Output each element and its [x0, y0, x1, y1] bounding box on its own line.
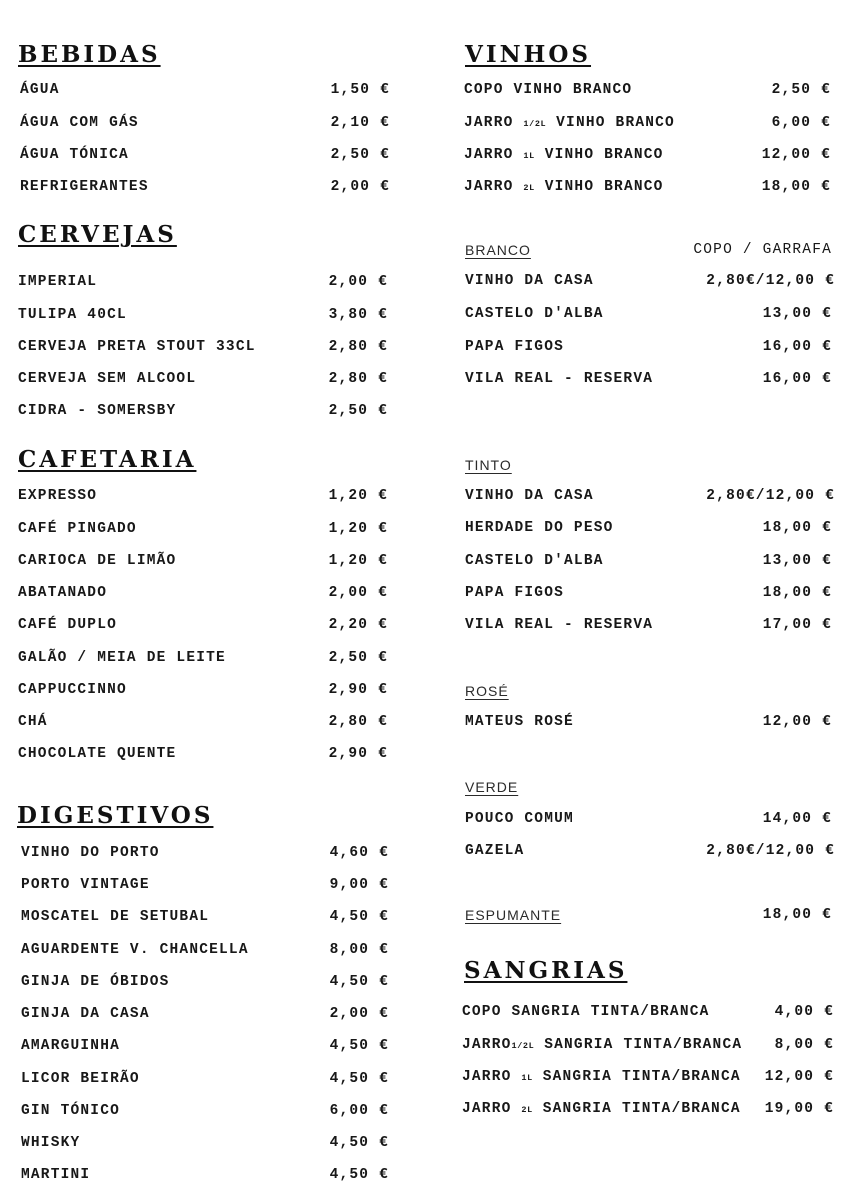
item-price: 2,20 €	[328, 617, 388, 633]
item-price: 2,80 €	[328, 339, 388, 355]
menu-item	[465, 304, 832, 324]
item-name: ÁGUA COM GÁS	[20, 115, 139, 131]
menu-item	[465, 809, 832, 829]
menu-item	[465, 271, 835, 291]
item-price: 16,00 €	[762, 371, 832, 387]
item-name: COPO VINHO BRANCO	[464, 82, 633, 98]
item-price: 2,90 €	[328, 746, 388, 762]
menu-item	[462, 1099, 834, 1119]
item-price: 12,00 €	[764, 1069, 834, 1085]
item-price: 3,80 €	[328, 307, 388, 323]
section-title-bebidas: BEBIDAS	[18, 41, 161, 68]
item-price: 2,80 €	[328, 371, 388, 387]
menu-item	[462, 1035, 834, 1055]
menu-item	[465, 369, 832, 389]
item-price: 18,00 €	[762, 907, 832, 923]
column-header	[465, 240, 832, 260]
item-price: 8,00 €	[329, 942, 389, 958]
item-price: 1,20 €	[328, 553, 388, 569]
item-price: 2,80€/12,00 €	[706, 488, 835, 504]
item-price: 2,80 €	[328, 714, 388, 730]
item-price: 2,00 €	[330, 179, 390, 195]
item-name: AMARGUINHA	[21, 1038, 121, 1054]
item-name: VILA REAL - RESERVA	[465, 371, 654, 387]
menu-item	[465, 551, 832, 571]
subsection-label-branco: BRANCO	[465, 242, 531, 258]
item-name: LICOR BEIRÃO	[21, 1071, 140, 1087]
menu-item	[462, 1002, 834, 1022]
item-price: 2,50 €	[771, 82, 831, 98]
menu-item	[464, 113, 831, 133]
item-name: CERVEJA PRETA STOUT 33CL	[18, 339, 256, 355]
menu-item	[462, 1067, 834, 1087]
item-price: 4,50 €	[329, 909, 389, 925]
item-price: 12,00 €	[761, 147, 831, 163]
menu-item	[465, 583, 832, 603]
subsection-label-tinto: TINTO	[465, 457, 512, 473]
item-name: MARTINI	[21, 1167, 91, 1183]
item-name: REFRIGERANTES	[20, 179, 149, 195]
item-name: WHISKY	[21, 1135, 81, 1151]
item-name: JARRO1/2L SANGRIA TINTA/BRANCA	[462, 1037, 743, 1053]
menu-item	[464, 177, 831, 197]
item-name: PAPA FIGOS	[465, 339, 565, 355]
item-name: CARIOCA DE LIMÃO	[18, 553, 177, 569]
menu-item	[465, 841, 835, 861]
item-price: 2,50 €	[328, 650, 388, 666]
item-name: MOSCATEL DE SETUBAL	[21, 909, 210, 925]
item-price: 16,00 €	[762, 339, 832, 355]
item-name: HERDADE DO PESO	[465, 520, 614, 536]
item-name: GALÃO / MEIA DE LEITE	[18, 650, 226, 666]
item-name: CASTELO D'ALBA	[465, 306, 604, 322]
item-price: 2,10 €	[330, 115, 390, 131]
item-name: JARRO 1L VINHO BRANCO	[464, 147, 664, 163]
menu-item	[465, 486, 835, 506]
item-name: CHÁ	[18, 714, 48, 730]
item-price: 1,50 €	[330, 82, 390, 98]
size-label: 1/2L	[511, 1041, 535, 1051]
subsection-label-rose: ROSÉ	[465, 683, 509, 699]
item-name: AGUARDENTE V. CHANCELLA	[21, 942, 249, 958]
item-price: 4,50 €	[329, 974, 389, 990]
item-price: 4,50 €	[329, 1038, 389, 1054]
item-name: CERVEJA SEM ALCOOL	[18, 371, 197, 387]
item-name: JARRO 1/2L VINHO BRANCO	[464, 115, 675, 131]
menu-item	[465, 337, 832, 357]
size-label: 1/2L	[523, 119, 547, 129]
item-price: 4,50 €	[329, 1167, 389, 1183]
item-name: VINHO DA CASA	[465, 488, 594, 504]
item-price: 14,00 €	[762, 811, 832, 827]
section-title-cervejas: CERVEJAS	[18, 221, 177, 248]
item-name: JARRO 2L SANGRIA TINTA/BRANCA	[462, 1101, 741, 1117]
menu-item	[464, 145, 831, 165]
subsection-label-espumante: ESPUMANTE	[465, 907, 562, 923]
subsection-label-verde: VERDE	[465, 779, 519, 795]
item-name: ÁGUA TÓNICA	[20, 147, 129, 163]
item-price: 2,00 €	[328, 274, 388, 290]
item-price: 9,00 €	[329, 877, 389, 893]
item-name: MATEUS ROSÉ	[465, 714, 574, 730]
item-name: CIDRA - SOMERSBY	[18, 403, 177, 419]
item-name: VILA REAL - RESERVA	[465, 617, 654, 633]
item-price: 2,00 €	[329, 1006, 389, 1022]
item-name: JARRO 1L SANGRIA TINTA/BRANCA	[462, 1069, 741, 1085]
item-name: CASTELO D'ALBA	[465, 553, 604, 569]
item-price: 2,50 €	[328, 403, 388, 419]
item-price: 6,00 €	[771, 115, 831, 131]
item-price: 2,50 €	[330, 147, 390, 163]
menu-item	[465, 712, 832, 732]
item-name: PORTO VINTAGE	[21, 877, 150, 893]
size-label: 1L	[521, 1073, 533, 1083]
item-name: POUCO COMUM	[465, 811, 574, 827]
item-price: 13,00 €	[762, 553, 832, 569]
size-label: 1L	[523, 151, 535, 161]
item-name: CHOCOLATE QUENTE	[18, 746, 177, 762]
item-price: 2,80€/12,00 €	[706, 843, 835, 859]
item-price: 2,90 €	[328, 682, 388, 698]
item-price: 4,60 €	[329, 845, 389, 861]
item-name: GAZELA	[465, 843, 525, 859]
copo-garrafa-header: COPO / GARRAFA	[693, 242, 832, 258]
item-price: 18,00 €	[761, 179, 831, 195]
item-price: 19,00 €	[764, 1101, 834, 1117]
menu-item	[465, 905, 832, 925]
item-price: 4,50 €	[329, 1135, 389, 1151]
item-price: 18,00 €	[762, 585, 832, 601]
item-name: JARRO 2L VINHO BRANCO	[464, 179, 664, 195]
item-name: ÁGUA	[20, 82, 60, 98]
item-price: 17,00 €	[762, 617, 832, 633]
menu-item	[464, 80, 831, 100]
item-name: COPO SANGRIA TINTA/BRANCA	[462, 1004, 710, 1020]
section-title-sangrias: SANGRIAS	[464, 957, 628, 984]
item-price: 8,00 €	[774, 1037, 834, 1053]
item-name: VINHO DO PORTO	[21, 845, 160, 861]
menu-item	[465, 615, 832, 635]
size-label: 2L	[523, 183, 535, 193]
item-name: CAFÉ PINGADO	[18, 521, 137, 537]
item-name: GINJA DE ÓBIDOS	[21, 974, 170, 990]
section-title-cafetaria: CAFETARIA	[18, 446, 197, 473]
item-price: 6,00 €	[329, 1103, 389, 1119]
item-name: TULIPA 40CL	[18, 307, 127, 323]
item-price: 4,50 €	[329, 1071, 389, 1087]
item-name: VINHO DA CASA	[465, 273, 594, 289]
item-name: GINJA DA CASA	[21, 1006, 150, 1022]
item-price: 12,00 €	[762, 714, 832, 730]
item-price: 13,00 €	[762, 306, 832, 322]
item-name: CAPPUCCINNO	[18, 682, 127, 698]
menu-item	[465, 518, 832, 538]
item-price: 4,00 €	[774, 1004, 834, 1020]
item-price: 18,00 €	[762, 520, 832, 536]
section-title-vinhos: VINHOS	[465, 41, 592, 68]
size-label: 2L	[521, 1105, 533, 1115]
item-name: ABATANADO	[18, 585, 108, 601]
section-title-digestivos: DIGESTIVOS	[17, 802, 214, 829]
item-price: 1,20 €	[328, 521, 388, 537]
item-name: EXPRESSO	[18, 488, 98, 504]
item-price: 1,20 €	[328, 488, 388, 504]
item-price: 2,80€/12,00 €	[706, 273, 835, 289]
item-price: 2,00 €	[328, 585, 388, 601]
item-name: PAPA FIGOS	[465, 585, 565, 601]
item-name: CAFÉ DUPLO	[18, 617, 118, 633]
item-name: GIN TÓNICO	[21, 1103, 121, 1119]
item-name: IMPERIAL	[18, 274, 98, 290]
